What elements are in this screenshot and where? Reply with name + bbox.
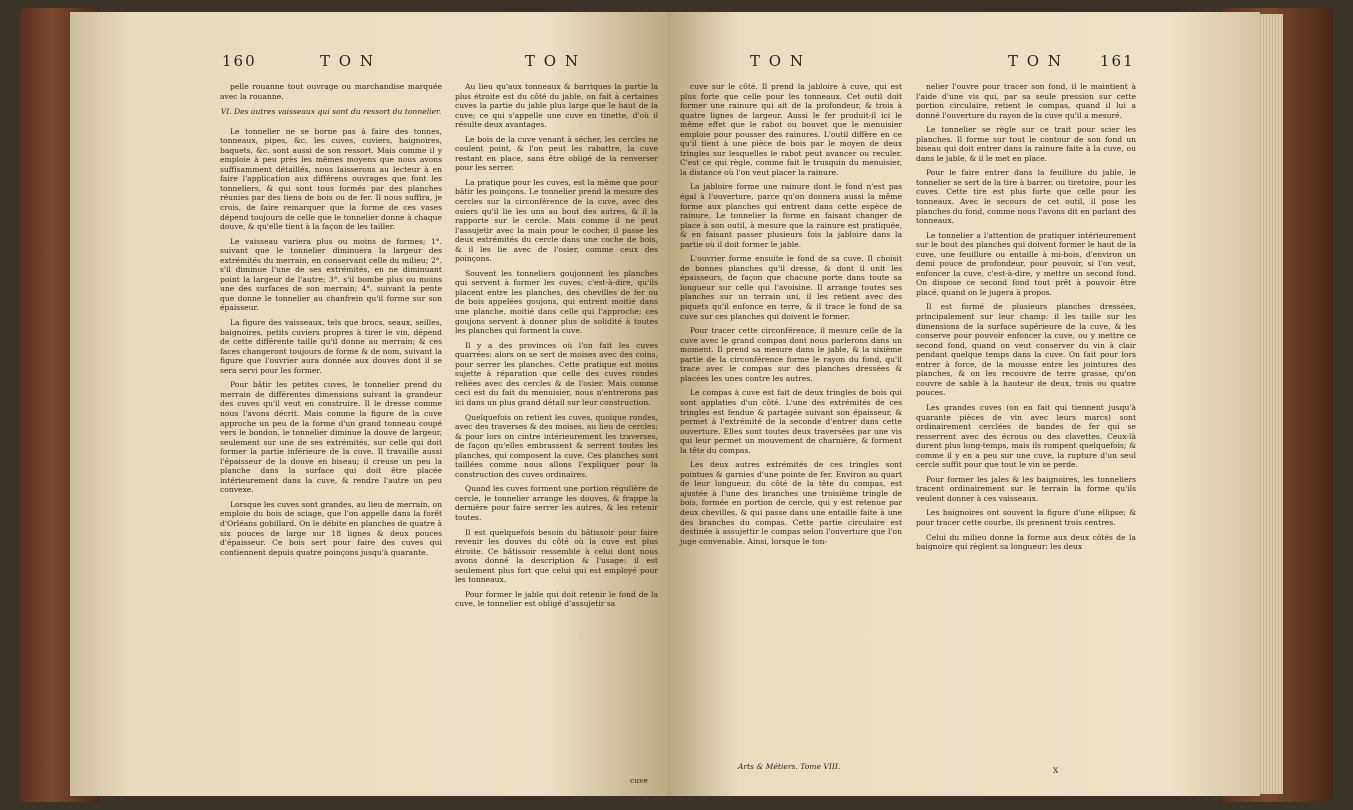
paragraph: Le tonnelier a l'attention de pratiquer intérieurement sur le bout des planches qui doivent former le haut de la cuve, une feuillure ou entaille à mi-bois, d'environ un demi pouce de profondeur, pour pouvoir, si l'on veut, enfoncer la cuve, c'est-à-dire, y mettre un second fond. On dispose ce second fond tout prêt à pouvoir être placé, quand on le jugera à propos. — [916, 230, 1136, 297]
paragraph: Il est formé de plusieurs planches dressées, principalement sur leur champ: il les taille sur les dimensions de la surface supérieure de la cuve, & les conserve pour pouvoir enfoncer la cuve, ou y mettre ce second fond, quand on veut conserver du vin à clair pendant quelque temps dans la cuve. On fait pour lors entrer à force, de la mousse entre les jointures des planches, & on les recouvre de terre grasse, qu'on couvre de sable à la hauteur de deux, trois ou quatre pouces. — [916, 302, 1136, 398]
left-running-head: T O N — [320, 52, 375, 70]
paragraph: Pour tracer cette circonférence, il mesure celle de la cuve avec le grand compas dont nous parlerons dans un moment. Il prend sa mesure dans le jable, & la sixième partie de la circonférence forme le rayon du fond, qu'il trace avec le compas sur des planches dressées & placées les unes contre les autres. — [680, 326, 902, 383]
catchword: cuve — [630, 776, 648, 785]
paragraph: La pratique pour les cuves, est la même que pour bâtir les poinçons. Le tonnelier prend la mesure des cercles sur la circonférence de la cuve, avec des osiers qu'il lie les uns au bout des autres, & il la rapporte sur le cercle. Mais comme il ne peut l'assujetir avec la main pour le cocher, il passe les deux extrémités du cercle dans une coche de bois, & il les lie avec de l'osier, comme ceux des poinçons. — [455, 177, 658, 264]
right-column-1 — [680, 82, 902, 551]
paragraph: La figure des vaisseaux, tels que brocs, seaux, seilles, baignoires, petits cuviers propres à tirer le vin, dépend de cette différente taille qu'il donne au merrain; & ces faces changeront toujours de forme & de nom, suivant la figure que l'ouvrier aura donnée aux douves dont il se sera servi pour les former. — [220, 318, 442, 375]
left-running-head-2: T O N — [525, 52, 580, 70]
paragraph: nelier l'ouvre pour tracer son fond, il le maintient à l'aide d'une vis qui, par sa seule pression sur cette portion circulaire, retient le compas, quand il lui a donné l'ouverture du rayon de la cuve qu'il a mesuré. — [916, 82, 1136, 120]
right-page — [668, 12, 1260, 796]
paragraph: Il y a des provinces où l'on fait les cuves quarrées: alors on se sert de moises avec des coins, pour serrer les planches. Cette pratique est moins sujette à réparation que celle des cuves rondes reliées avec des cercles & de l'osier. Mais comme ceci est du fait du menuisier, nous n'entrerons pas ici dans un plus grand détail sur leur construction. — [455, 340, 658, 407]
paragraph: Au lieu qu'aux tonneaux & barriques la partie la plus étroite est du côté du jable, on fait à certaines cuves la partie du jable plus large que le haut de la cuve; ce qui s'appelle une cuve en tinette, d'où il résulte deux avantages. — [455, 82, 658, 130]
paragraph: La jabloire forme une rainure dont le fond n'est pas égal à l'ouverture, parce qu'on donnera aussi la même forme aux planches qui entrent dans cette espèce de rainure. Le tonnelier la forme en faisant changer de place à son outil, à mesure que la rainure est pratiquée, & en faisant passer plusieurs fois la jabloire dans la partie où il doit former le jable. — [680, 182, 902, 249]
left-column-1 — [220, 82, 442, 562]
paragraph: Le compas à cuve est fait de deux tringles de bois qui sont applaties d'un côté. L'une des extrémités de ces tringles est fendue & partagée suivant son épaisseur, & permet à l'extrémité de la seconde d'entrer dans cette ouverture. Elles sont toutes deux traversées par une vis qui leur permet un mouvement de charnière, & forment la tête du compas. — [680, 388, 902, 455]
right-page-number: 161 — [1100, 52, 1135, 70]
paragraph: Les baignoires ont souvent la figure d'une ellipse; & pour tracer cette courbe, ils prennent trois centres. — [916, 508, 1136, 527]
paragraph: Quelquefois on retient les cuves, quoique rondes, avec des traverses & des moises, au lieu de cercles; & pour lors on cintre intérieurement les traverses, de façon qu'elles embrassent & serrent toutes les planches, qui composent la cuve. Ces planches sont taillées comme nous allons l'expliquer pour la construction des cuves ordinaires. — [455, 412, 658, 479]
paragraph: Il est quelquefois besoin du bâtissoir pour faire revenir les douves du côté où la cuve est plus étroite. Ce bâtissoir ressemble à celui dont nous avons donné la description & l'usage: il est seulement plus fort que celui qui est employé pour les tonneaux. — [455, 527, 658, 585]
right-running-head-2: T O N — [750, 52, 805, 70]
volume-footer: Arts & Métiers. Tome VIII. — [738, 762, 841, 771]
left-page — [70, 12, 668, 796]
right-column-2 — [916, 82, 1136, 557]
paragraph: VI. Des autres vaisseaux qui sont du ressort du tonnelier. — [220, 107, 442, 117]
paragraph: Le tonnelier se règle sur ce trait pour scier les planches. Il forme sur tout le contour de son fond un biseau qui doit entrer dans la rainure faite à la cuve, ou dans le jable, & il le met en place. — [916, 125, 1136, 163]
paragraph: L'ouvrier forme ensuite le fond de sa cuve. Il choisit de bonnes planches qu'il dresse, & dont il unit les épaisseurs, de façon que chacune porte dans toute sa longueur sur celle qui l'avoisine. Il arrange toutes ses planches sur un terrain uni, il les retient avec des piquets qu'il enfonce en terre, & il trace le fond de sa cuve sur ces planches qui doivent le former. — [680, 254, 902, 321]
paragraph: Les grandes cuves (on en fait qui tiennent jusqu'à quarante pièces de vin avec leurs marcs) sont ordinairement cerclées de bandes de fer qui se resserrent avec des écrous ou des clavettes. Ceux-là durent plus long-temps, mais ils rompent quelquefois; & comme il y en a peu sur une cuve, la rupture d'un seul cercle suffit pour que tout le vin se perde. — [916, 402, 1136, 470]
paragraph: Quand les cuves forment une portion régulière de cercle, le tonnelier arrange les douves, & frappe la dernière pour faire serrer les autres, & les retenir toutes. — [455, 484, 658, 522]
paragraph: pelle rouanne tout ouvrage ou marchandise marquée avec la rouanne. — [220, 82, 442, 101]
paragraph: Pour former les jales & les baignoires, les tonneliers tracent ordinairement sur le terrain la forme qu'ils veulent donner à ces vaisseaux. — [916, 474, 1136, 503]
paragraph: Pour former le jable qui doit retenir le fond de la cuve, le tonnelier est obligé d'assujetir sa — [455, 589, 658, 609]
paragraph: Pour le faire entrer dans la feuillure du jable, le tonnelier se sert de la tire à barrer, ou tiretoire, pour les cuves. Cette tire est plus forte que celle pour les tonneaux. Avec le secours de cet outil, il pose les planches du fond, comme nous l'avons dit en parlant des tonneaux. — [916, 168, 1136, 226]
left-page-number: 160 — [222, 52, 257, 70]
paragraph: Le vaisseau variera plus ou moins de formes; 1°. suivant que le tonnelier diminuera la largeur des extrémités du merrain, en conservant celle du milieu; 2°. s'il diminue l'une de ses extrémités, en ne diminuant point la largeur de l'autre; 3°. s'il bombe plus ou moins une des surfaces de son merrain; 4°. suivant la pente que donne le tonnelier au chanfrein qu'il forme sur son épaisseur. — [220, 236, 442, 313]
left-column-2 — [455, 82, 658, 614]
signature-mark: X — [1053, 766, 1059, 775]
paragraph: cuve sur le côté. Il prend la jabloire à cuve, qui est plus forte que celle pour les tonneaux. Cet outil doit former une rainure qui ait de la profondeur, & trois à quatre lignes de largeur. Aussi le fer produit-il ici le même effet que le rabot ou bouvet que le menuisier emploie pour pousser des rainures. L'outil diffère en ce qu'il tient à une pièce de bois par le moyen de deux tringles sur lesquelles le rabot peut avancer ou reculer. C'est ce qui règle, comme fait le trusquin du menuisier, la distance où l'on veut placer la rainure. — [680, 82, 902, 177]
paragraph: Lorsque les cuves sont grandes, au lieu de merrain, on emploie du bois de sciage, que l'on appelle dans la forêt d'Orléans gobillard. On le débite en planches de quatre à six pouces de large sur 18 lignes & deux pouces d'épaisseur. Ce bois sert pour faire des cuves qui contiennent depuis quatre poinçons jusqu'à quarante. — [220, 499, 442, 557]
paragraph: Le tonnelier ne se borne pas à faire des tonnes, tonneaux, pipes, &c. les cuves, cuviers, baignoires, baquets, &c. sont aussi de son ressort. Mais comme il y emploie à peu près les mêmes moyens que nous avons suffisamment détaillés, nous laisserons au lecteur à en faire l'application aux différens ouvrages que font les tonneliers, & qui sont tous formés par des planches réunies par des liens de bois ou de fer. Il nous suffira, je crois, de faire remarquer que la forme de ces vases dépend toujours de celle que le tonnelier donne à chaque douve, & qu'elle tient à la façon de les tailler. — [220, 126, 442, 232]
paragraph: Pour bâtir les petites cuves, le tonnelier prend du merrain de différentes dimensions suivant la grandeur des cuves qu'il veut en construire. Il le dresse comme nous l'avons décrit. Mais comme la figure de la cuve approche un peu de la forme d'un grand tonneau coupé vers le bondon, le tonnelier diminue la douve de largeur, seulement sur une de ses extrémités, sur celle qui doit former la partie inférieure de la cuve. Il travaille aussi l'épaisseur de la douve en biseau; il creuse un peu la planche dans la surface qui doit être placée intérieurement dans la cuve, & rendre l'autre un peu convexe. — [220, 380, 442, 495]
paragraph: Celui du milieu donne la forme aux deux côtés de la baignoire qui règlent sa longueur: les deux — [916, 532, 1136, 552]
paragraph: Le bois de la cuve venant à sécher, les cercles ne coulent point, & l'on peut les rabattre, la cuve restant en place, sans être obligé de la renverser pour les serrer. — [455, 134, 658, 173]
paragraph: Les deux autres extrémités de ces tringles sont pointues & garnies d'une pointe de fer. Environ au quart de leur longueur, du côté de la tête du compas, est ajustée à l'une des branches une troisième tringle de bois, formée en portion de cercle, qui y est retenue par deux chevilles, & qui passe dans une entaille faite à une des branches du compas. Cette partie circulaire est destinée à assujettir le compas selon l'ouverture que l'on juge convenable. Ainsi, lorsque le ton- — [680, 460, 902, 546]
paragraph: Souvent les tonneliers goujonnent les planches qui servent à former les cuves; c'est-à-dire, qu'ils placent entre les planches, des chevilles de fer ou de bois appelées goujons, qui entrent moitié dans une planche, moitié dans celle qui l'approche; ces goujons servent à donner plus de solidité à toutes les planches qui forment la cuve. — [455, 268, 658, 336]
right-running-head: T O N — [1008, 52, 1063, 70]
